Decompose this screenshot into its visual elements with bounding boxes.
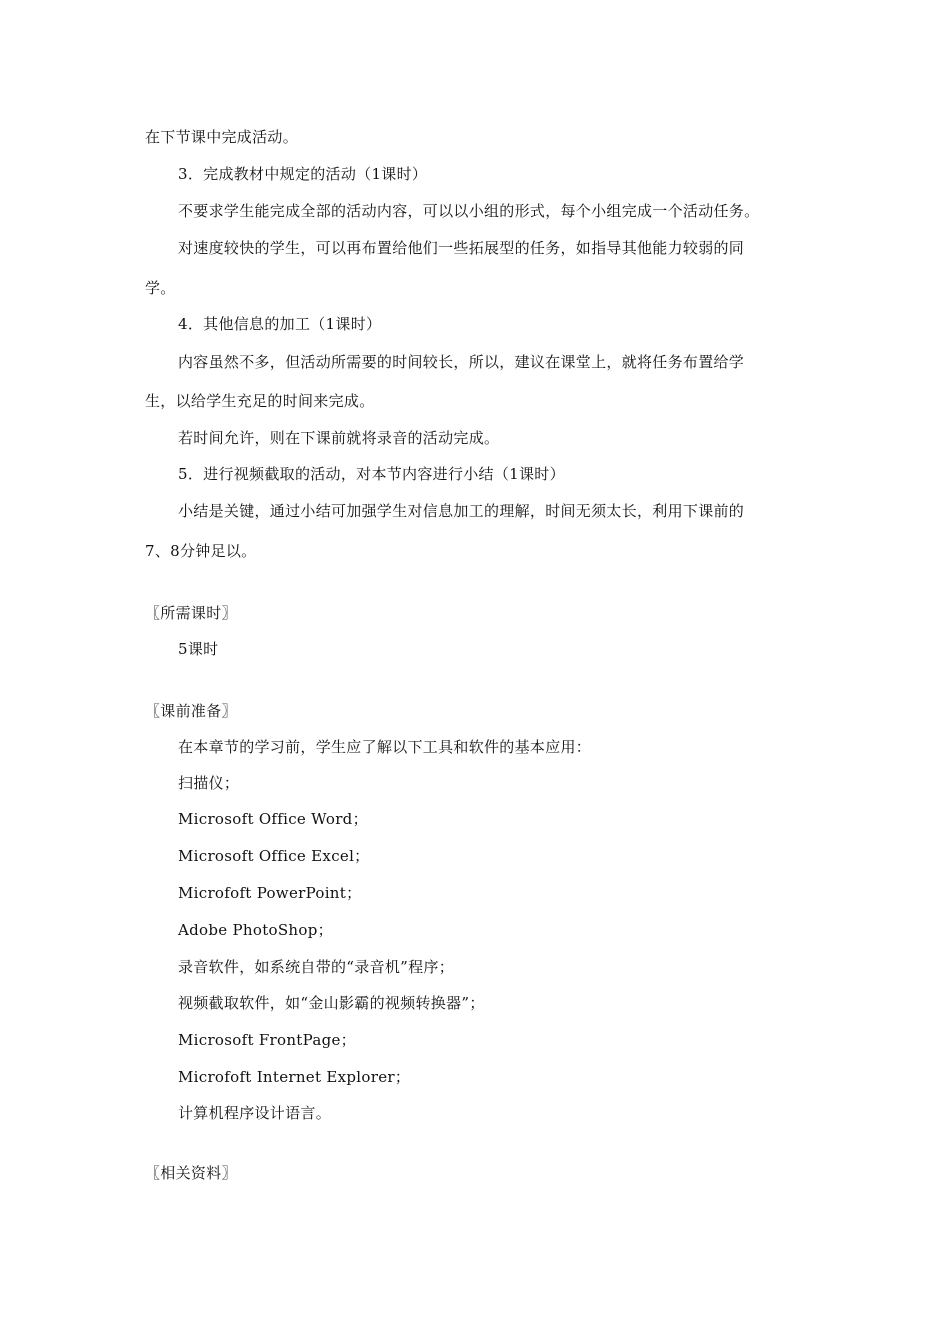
paragraph-line: 若时间允许，则在下课前就将录音的活动完成。 [178, 429, 500, 447]
list-heading-5: 5．进行视频截取的活动，对本节内容进行小结（1课时） [178, 465, 565, 483]
paragraph-line: 内容虽然不多，但活动所需要的时间较长，所以，建议在课堂上，就将任务布置给学 [178, 353, 745, 371]
prep-item: Microfoft PowerPoint； [178, 884, 362, 902]
list-heading-3: 3．完成教材中规定的活动（1课时） [178, 165, 428, 183]
prep-item: 视频截取软件，如“金山影霸的视频转换器”； [178, 994, 485, 1012]
paragraph-line: 7、8分钟足以。 [145, 542, 257, 560]
prep-item: Microsoft Office Word； [178, 810, 368, 828]
prep-item: Microfoft Internet Explorer； [178, 1068, 411, 1086]
paragraph-line: 生，以给学生充足的时间来完成。 [145, 392, 375, 410]
paragraph-line: 对速度较快的学生，可以再布置给他们一些拓展型的任务，如指导其他能力较弱的同 [178, 239, 745, 257]
section-heading-resources: 〖相关资料〗 [145, 1164, 237, 1182]
prep-item: Adobe PhotoShop； [178, 921, 333, 939]
list-heading-4: 4．其他信息的加工（1课时） [178, 315, 382, 333]
prep-item: 扫描仪； [178, 774, 240, 792]
prep-item: 录音软件，如系统自带的“录音机”程序； [178, 958, 455, 976]
paragraph-line: 不要求学生能完成全部的活动内容，可以以小组的形式，每个小组完成一个活动任务。 [178, 202, 760, 220]
paragraph-line: 学。 [145, 279, 176, 297]
prep-item: 计算机程序设计语言。 [178, 1104, 332, 1122]
paragraph-line: 在下节课中完成活动。 [145, 128, 299, 146]
prep-intro: 在本章节的学习前，学生应了解以下工具和软件的基本应用： [178, 738, 592, 756]
prep-item: Microsoft FrontPage； [178, 1031, 356, 1049]
hours-value: 5课时 [178, 640, 219, 658]
prep-item: Microsoft Office Excel； [178, 847, 370, 865]
section-heading-hours: 〖所需课时〗 [145, 604, 237, 622]
paragraph-line: 小结是关键，通过小结可加强学生对信息加工的理解，时间无须太长，利用下课前的 [178, 502, 745, 520]
section-heading-prep: 〖课前准备〗 [145, 702, 237, 720]
